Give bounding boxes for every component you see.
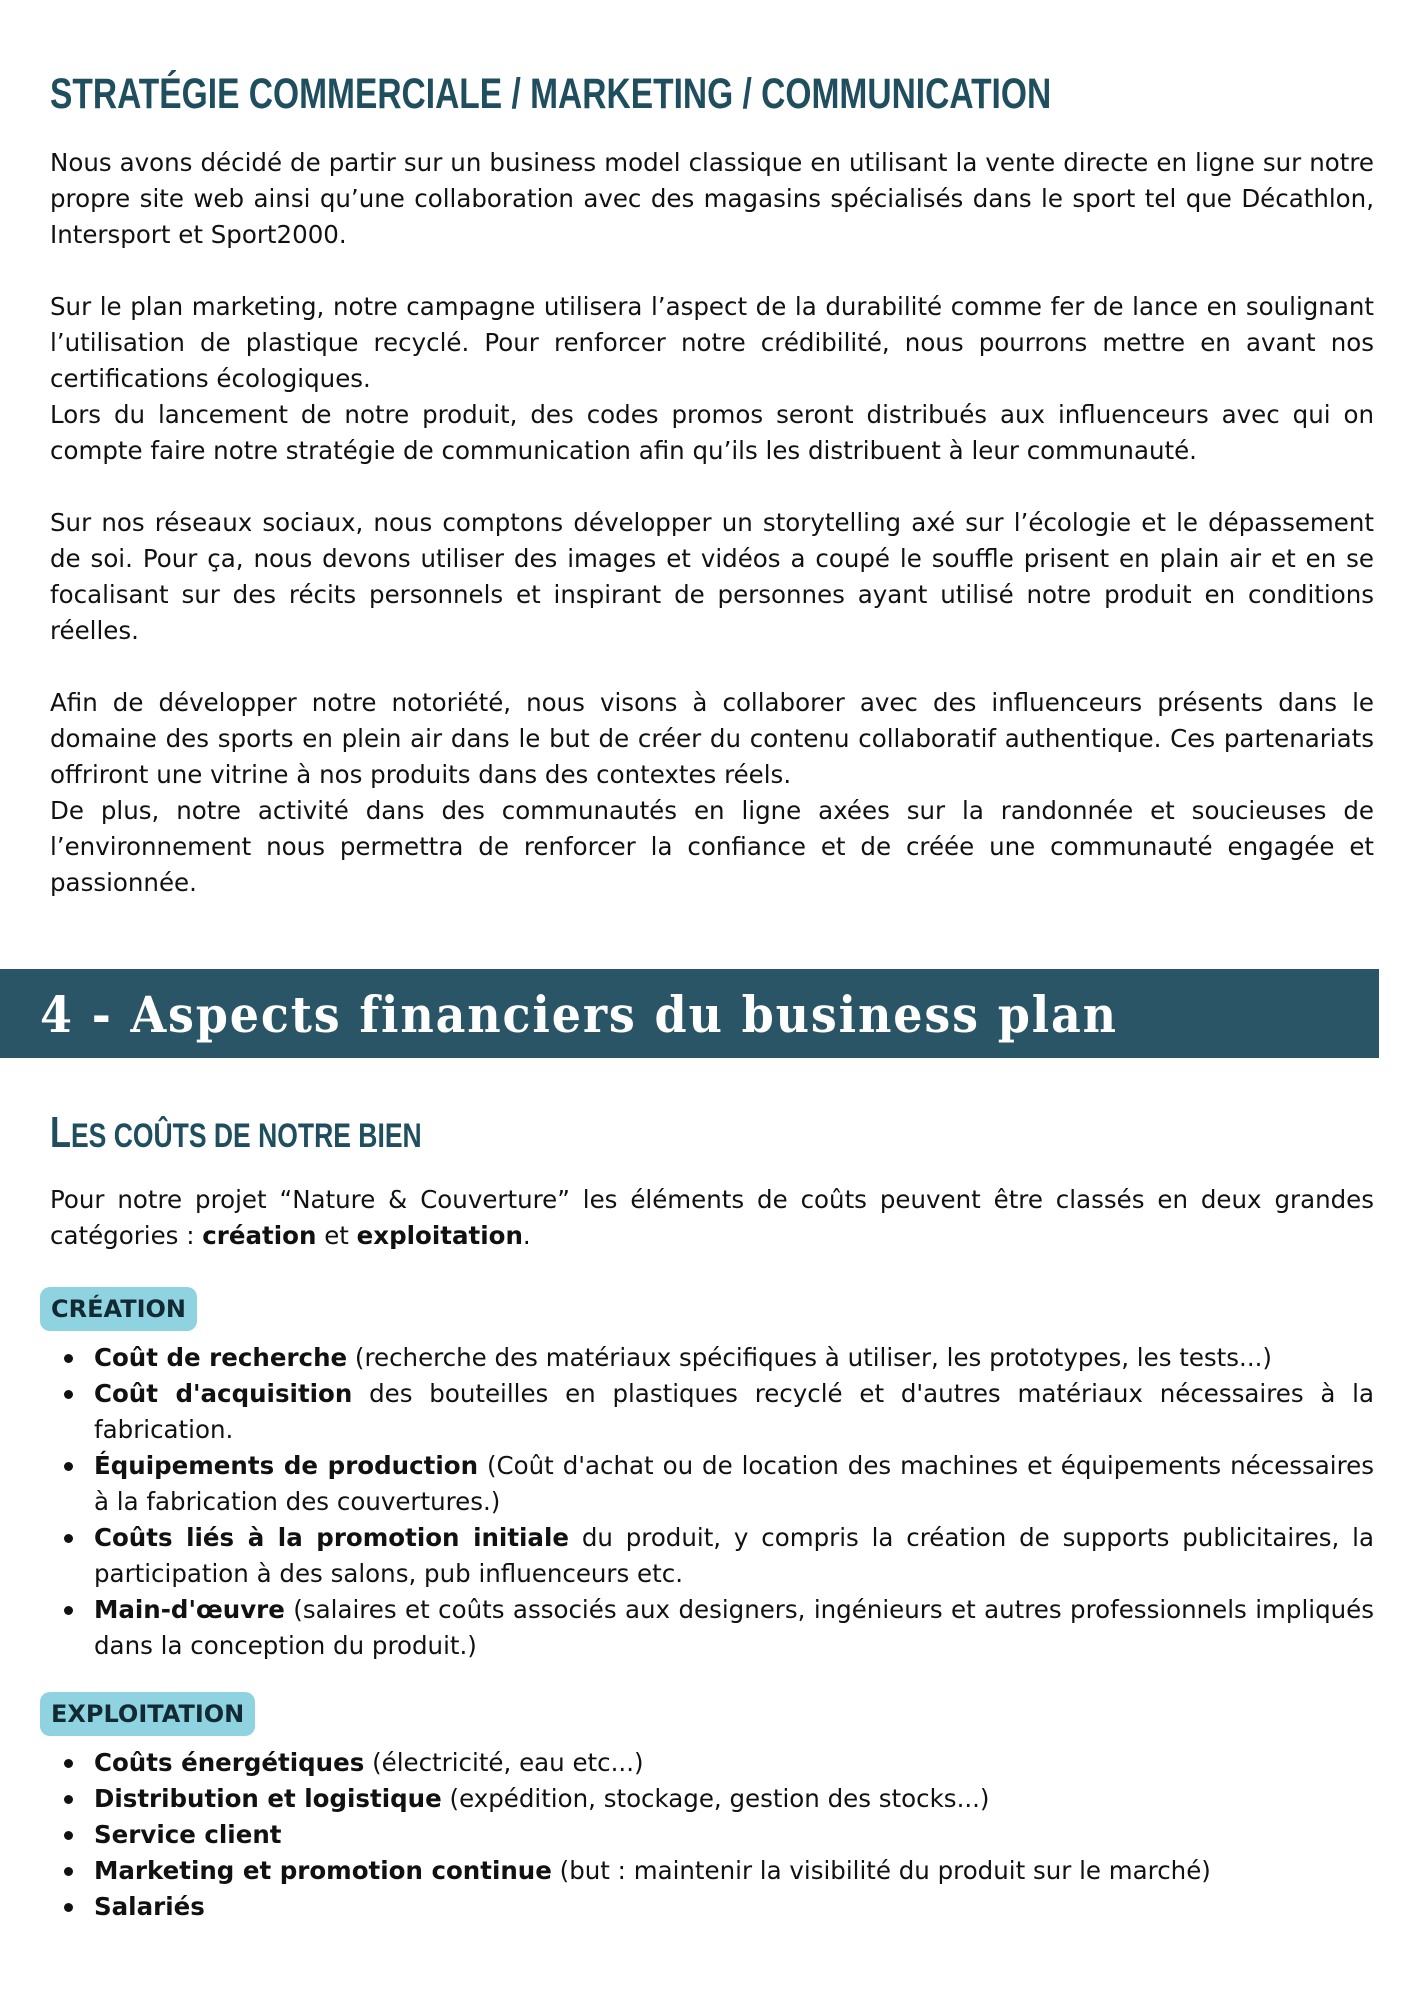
bullet-dot-icon: [64, 1462, 73, 1471]
item-bold: Marketing et promotion continue: [94, 1856, 552, 1885]
list-item: [50, 1745, 1374, 1781]
intro-and: et: [316, 1221, 357, 1250]
section-title-costs: [50, 1108, 422, 1158]
list-item: [50, 1817, 1374, 1853]
bullet-dot-icon: [64, 1759, 73, 1768]
intro-period: .: [522, 1221, 531, 1250]
paragraph-launch-promo: Lors du lancement de notre produit, des codes promos seront distribués aux influenceurs avec qui on compte faire notre stratégie de communication afin qu’ils les distribuent à leur communauté.: [50, 400, 1374, 465]
list-item: [50, 1853, 1374, 1889]
bullet-dot-icon: [64, 1354, 73, 1363]
bullet-dot-icon: [64, 1390, 73, 1399]
item-bold: Main-d'œuvre: [94, 1595, 285, 1624]
item-text: (expédition, stockage, gestion des stocks...): [441, 1784, 990, 1813]
paragraph-communities: De plus, notre activité dans des communautés en ligne axées sur la randonnée et soucieuses de l’environnement nous permettra de renforcer la confiance et de créée une communauté engagée et passionnée.: [50, 796, 1374, 897]
list-item: [50, 1520, 1374, 1592]
item-bold: Coût de recherche: [94, 1343, 348, 1372]
banner-title: 4 - Aspects financiers du business plan: [40, 985, 1118, 1044]
item-bold: Équipements de production: [94, 1451, 479, 1480]
item-bold: Coûts liés à la promotion initiale: [94, 1523, 569, 1552]
creation-list: [50, 1340, 1374, 1664]
bullet-dot-icon: [64, 1867, 73, 1876]
list-item: [50, 1340, 1374, 1376]
item-text: (recherche des matériaux spécifiques à utiliser, les prototypes, les tests...): [347, 1343, 1272, 1372]
bullet-dot-icon: [64, 1534, 73, 1543]
item-bold: Distribution et logistique: [94, 1784, 442, 1813]
section-banner: [0, 969, 1379, 1058]
item-bold: Coûts énergétiques: [94, 1748, 365, 1777]
bullet-dot-icon: [64, 1831, 73, 1840]
paragraph-influencers: Afin de développer notre notoriété, nous visons à collaborer avec des influenceurs présents dans le domaine des sports en plein air dans le but de créer du contenu collaboratif authentique. Ces partenariats offriront une vitrine à nos produits dans des contextes réels.: [50, 688, 1374, 789]
exploitation-list: [50, 1745, 1374, 1925]
bullet-dot-icon: [64, 1795, 73, 1804]
list-item: [50, 1889, 1374, 1925]
item-text: des bouteilles en plastiques recyclé et d'autres matériaux nécessaires à la fabrication.: [94, 1379, 1374, 1444]
list-item: [50, 1448, 1374, 1520]
item-text: (électricité, eau etc...): [364, 1748, 644, 1777]
intro-text: Pour notre projet “Nature & Couverture” les éléments de coûts peuvent être classés en deux grandes catégories :: [50, 1185, 1374, 1250]
bullet-dot-icon: [64, 1903, 73, 1912]
list-item: [50, 1592, 1374, 1664]
item-text: (Coût d'achat ou de location des machines et équipements nécessaires à la fabrication des couvertures.): [94, 1451, 1374, 1516]
list-item: [50, 1781, 1374, 1817]
paragraph-business-model: Nous avons décidé de partir sur un business model classique en utilisant la vente directe en ligne sur notre propre site web ainsi qu’une collaboration avec des magasins spécialisés dans le sport tel que Décathlon, Intersport et Sport2000.: [50, 148, 1374, 249]
item-bold: Salariés: [94, 1892, 205, 1921]
item-text: du produit, y compris la création de supports publicitaires, la participation à des salons, pub influenceurs etc.: [94, 1523, 1375, 1588]
title-initial: L: [50, 1108, 71, 1157]
paragraph-marketing-plan: Sur le plan marketing, notre campagne utilisera l’aspect de la durabilité comme fer de lance en soulignant l’utilisation de plastique recyclé. Pour renforcer notre crédibilité, nous pourrons mettre en avant nos certifications écologiques.: [50, 292, 1374, 393]
item-bold: Service client: [94, 1820, 282, 1849]
item-bold: Coût d'acquisition: [94, 1379, 353, 1408]
title-rest: ES COÛTS DE NOTRE BIEN: [70, 1117, 422, 1155]
costs-intro: [50, 1182, 1374, 1254]
paragraph-social-media: Sur nos réseaux sociaux, nous comptons développer un storytelling axé sur l’écologie et le dépassement de soi. Pour ça, nous devons utiliser des images et vidéos a coupé le souffle prisent en plain air et en se focalisant sur des récits personnels et inspirant de personnes ayant utilisé notre produit en conditions réelles.: [50, 508, 1374, 645]
item-text: (but : maintenir la visibilité du produit sur le marché): [551, 1856, 1211, 1885]
bullet-dot-icon: [64, 1606, 73, 1615]
list-item: [50, 1376, 1374, 1448]
creation-tag: CRÉATION: [40, 1287, 197, 1331]
section-title-strategy: STRATÉGIE COMMERCIALE / MARKETING / COMMUNICATION: [50, 70, 1052, 118]
exploitation-tag: EXPLOITATION: [40, 1692, 255, 1736]
intro-bold-exploitation: exploitation: [356, 1221, 523, 1250]
intro-bold-creation: création: [202, 1221, 317, 1250]
item-text: (salaires et coûts associés aux designers, ingénieurs et autres professionnels impliqués dans la conception du produit.): [94, 1595, 1374, 1660]
